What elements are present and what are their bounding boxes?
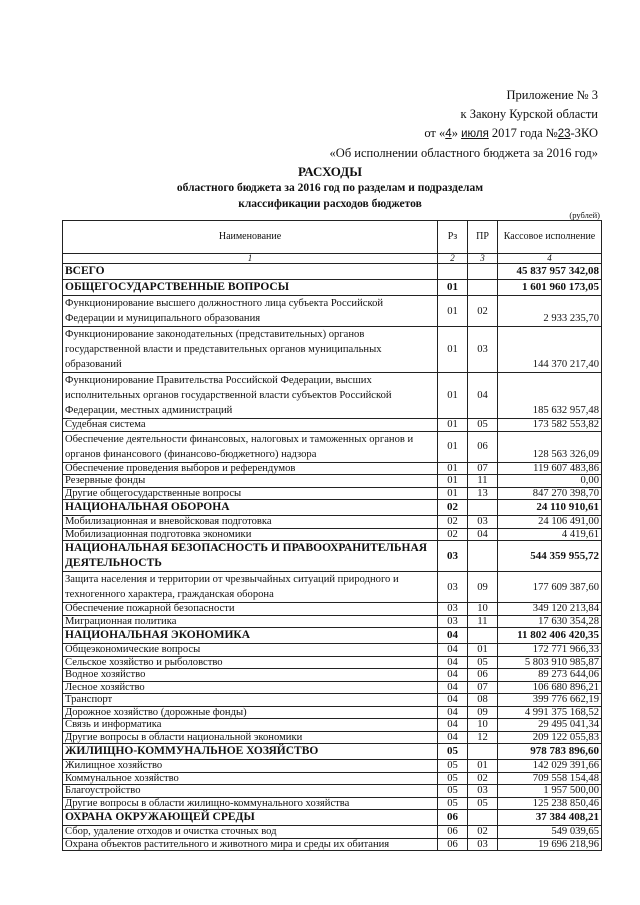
row-pr: 01 [468, 644, 498, 657]
row-value: 173 582 553,82 [498, 419, 602, 432]
row-value: 11 802 406 420,35 [498, 628, 602, 644]
row-rz: 03 [438, 603, 468, 616]
table-row [63, 462, 602, 475]
row-pr: 07 [468, 462, 498, 475]
row-rz: 04 [438, 681, 468, 694]
row-value: 45 837 957 342,08 [498, 264, 602, 280]
row-name: Резервные фонды [63, 475, 438, 488]
index-cell: 2 [438, 254, 468, 264]
row-value: 549 039,65 [498, 826, 602, 839]
row-rz: 01 [438, 475, 468, 488]
row-pr: 01 [468, 760, 498, 773]
row-name: ОХРАНА ОКРУЖАЮЩЕЙ СРЕДЫ [63, 810, 438, 826]
row-pr: 13 [468, 487, 498, 500]
index-cell: 4 [498, 254, 602, 264]
row-value: 144 370 217,40 [498, 327, 602, 373]
row-pr: 03 [468, 838, 498, 851]
row-value: 4 419,61 [498, 528, 602, 541]
col-name-header: Наименование [63, 221, 438, 254]
row-pr [468, 280, 498, 296]
row-name: Обеспечение проведения выборов и референдумов [63, 462, 438, 475]
col-rz-header: Рз [438, 221, 468, 254]
row-rz: 03 [438, 541, 468, 572]
table-row [63, 615, 602, 628]
row-rz: 02 [438, 516, 468, 529]
date-prefix: от « [424, 126, 446, 140]
row-name: Коммунальное хозяйство [63, 772, 438, 785]
row-pr: 12 [468, 731, 498, 744]
section-row [63, 280, 602, 296]
row-rz: 04 [438, 628, 468, 644]
table-row [63, 431, 602, 462]
col-value-header: Кассовое исполнение [498, 221, 602, 254]
table-row [63, 572, 602, 603]
table-row [63, 797, 602, 810]
table-row [63, 644, 602, 657]
row-pr [468, 541, 498, 572]
section-row [63, 500, 602, 516]
row-rz: 01 [438, 462, 468, 475]
row-name: НАЦИОНАЛЬНАЯ ОБОРОНА [63, 500, 438, 516]
row-pr: 09 [468, 572, 498, 603]
section-row [63, 541, 602, 572]
row-rz: 01 [438, 431, 468, 462]
row-value: 119 607 483,86 [498, 462, 602, 475]
appendix-number: Приложение № 3 [506, 88, 598, 102]
row-pr: 07 [468, 681, 498, 694]
row-name: ЖИЛИЩНО-КОММУНАЛЬНОЕ ХОЗЯЙСТВО [63, 744, 438, 760]
row-pr: 02 [468, 772, 498, 785]
row-rz: 06 [438, 838, 468, 851]
row-name: Миграционная политика [63, 615, 438, 628]
row-name: Мобилизационная подготовка экономики [63, 528, 438, 541]
row-name: Обеспечение деятельности финансовых, налоговых и таможенных органов и органов финансового (финансово-бюджетного) надзора [63, 431, 438, 462]
law-number: 23 [557, 128, 571, 140]
table-row [63, 772, 602, 785]
row-pr: 08 [468, 694, 498, 707]
row-name: Функционирование Правительства Российской Федерации, высших исполнительных органов государственной власти субъектов Российской Федерации, местных администраций [63, 373, 438, 419]
appendix-law: к Закону Курской области [460, 107, 598, 121]
table-row [63, 838, 602, 851]
row-rz: 05 [438, 760, 468, 773]
row-pr: 03 [468, 327, 498, 373]
row-value: 128 563 326,09 [498, 431, 602, 462]
row-pr: 11 [468, 475, 498, 488]
row-rz: 04 [438, 694, 468, 707]
row-name: Сельское хозяйство и рыболовство [63, 656, 438, 669]
row-rz: 01 [438, 373, 468, 419]
row-pr [468, 500, 498, 516]
table-row [63, 719, 602, 732]
row-rz: 05 [438, 744, 468, 760]
row-value: 544 359 955,72 [498, 541, 602, 572]
date-year: 2017 года № [491, 126, 558, 140]
row-rz: 02 [438, 500, 468, 516]
row-pr: 05 [468, 419, 498, 432]
row-pr: 04 [468, 528, 498, 541]
row-pr: 03 [468, 785, 498, 798]
table-row [63, 603, 602, 616]
row-rz: 01 [438, 280, 468, 296]
row-value: 0,00 [498, 475, 602, 488]
row-name: Другие вопросы в области жилищно-коммунального хозяйства [63, 797, 438, 810]
row-value: 1 957 500,00 [498, 785, 602, 798]
row-name: Водное хозяйство [63, 669, 438, 682]
row-pr: 06 [468, 431, 498, 462]
row-name: Другие вопросы в области национальной экономики [63, 731, 438, 744]
row-name: Мобилизационная и вневойсковая подготовка [63, 516, 438, 529]
row-name: Функционирование законодательных (представительных) органов государственной власти и представительных органов муниципальных образований [63, 327, 438, 373]
col-pr-header: ПР [468, 221, 498, 254]
row-pr: 05 [468, 656, 498, 669]
document-subtitle-2: классификации расходов бюджетов [238, 198, 422, 210]
row-rz: 01 [438, 327, 468, 373]
date-month: июля [461, 128, 489, 140]
table-row [63, 296, 602, 327]
row-value: 172 771 966,33 [498, 644, 602, 657]
table-row [63, 826, 602, 839]
units-label: (рублей) [569, 210, 600, 220]
row-pr [468, 264, 498, 280]
row-value: 177 609 387,60 [498, 572, 602, 603]
row-pr: 09 [468, 706, 498, 719]
row-rz: 02 [438, 528, 468, 541]
row-pr: 06 [468, 669, 498, 682]
row-rz: 04 [438, 669, 468, 682]
section-row [63, 628, 602, 644]
section-row [63, 264, 602, 280]
expenditure-table [62, 220, 602, 851]
row-value: 709 558 154,48 [498, 772, 602, 785]
row-value: 978 783 896,60 [498, 744, 602, 760]
row-value: 4 991 375 168,52 [498, 706, 602, 719]
table-row [63, 669, 602, 682]
table-row [63, 760, 602, 773]
document-subtitle-1: областного бюджета за 2016 год по разделам и подразделам [176, 182, 484, 194]
row-name: ОБЩЕГОСУДАРСТВЕННЫЕ ВОПРОСЫ [63, 280, 438, 296]
row-value: 2 933 235,70 [498, 296, 602, 327]
row-name: Дорожное хозяйство (дорожные фонды) [63, 706, 438, 719]
row-pr: 04 [468, 373, 498, 419]
row-pr: 02 [468, 826, 498, 839]
table-row [63, 327, 602, 373]
table-row [63, 475, 602, 488]
row-name: Другие общегосударственные вопросы [63, 487, 438, 500]
row-pr [468, 628, 498, 644]
index-cell: 1 [63, 254, 438, 264]
row-value: 349 120 213,84 [498, 603, 602, 616]
row-value: 106 680 896,21 [498, 681, 602, 694]
table-row [63, 528, 602, 541]
row-pr: 02 [468, 296, 498, 327]
row-value: 19 696 218,96 [498, 838, 602, 851]
row-name: Обеспечение пожарной безопасности [63, 603, 438, 616]
row-name: Сбор, удаление отходов и очистка сточных вод [63, 826, 438, 839]
row-rz [438, 264, 468, 280]
row-value: 24 110 910,61 [498, 500, 602, 516]
row-value: 5 803 910 985,87 [498, 656, 602, 669]
row-rz: 06 [438, 826, 468, 839]
table-index-row [63, 254, 602, 264]
row-value: 847 270 398,70 [498, 487, 602, 500]
row-rz: 05 [438, 797, 468, 810]
document-title: РАСХОДЫ [298, 164, 362, 179]
row-value: 142 029 391,66 [498, 760, 602, 773]
row-name: НАЦИОНАЛЬНАЯ ЭКОНОМИКА [63, 628, 438, 644]
row-name: НАЦИОНАЛЬНАЯ БЕЗОПАСНОСТЬ И ПРАВООХРАНИТЕЛЬНАЯ ДЕЯТЕЛЬНОСТЬ [63, 541, 438, 572]
row-name: Общеэкономические вопросы [63, 644, 438, 657]
row-name: Охрана объектов растительного и животного мира и среды их обитания [63, 838, 438, 851]
row-name: ВСЕГО [63, 264, 438, 280]
row-value: 399 776 662,19 [498, 694, 602, 707]
row-value: 17 630 354,28 [498, 615, 602, 628]
row-name: Функционирование высшего должностного лица субъекта Российской Федерации и муниципального образования [63, 296, 438, 327]
row-rz: 01 [438, 487, 468, 500]
row-name: Жилищное хозяйство [63, 760, 438, 773]
row-rz: 05 [438, 772, 468, 785]
row-rz: 01 [438, 296, 468, 327]
row-rz: 01 [438, 419, 468, 432]
appendix-law-title: «Об исполнении областного бюджета за 2016 год» [329, 146, 598, 160]
date-day: 4 [445, 128, 452, 140]
appendix-date [330, 124, 598, 144]
row-value: 29 495 041,34 [498, 719, 602, 732]
table-row [63, 785, 602, 798]
law-suffix: -ЗКО [570, 126, 598, 140]
row-rz: 05 [438, 785, 468, 798]
row-value: 185 632 957,48 [498, 373, 602, 419]
row-value: 24 106 491,00 [498, 516, 602, 529]
row-rz: 04 [438, 644, 468, 657]
table-row [63, 694, 602, 707]
row-pr [468, 744, 498, 760]
row-pr: 11 [468, 615, 498, 628]
row-value: 209 122 055,83 [498, 731, 602, 744]
table-row [63, 706, 602, 719]
row-name: Защита населения и территории от чрезвычайных ситуаций природного и техногенного характера, гражданская оборона [63, 572, 438, 603]
index-cell: 3 [468, 254, 498, 264]
table-header-row [63, 221, 602, 254]
table-row [63, 487, 602, 500]
row-rz: 03 [438, 615, 468, 628]
table-row [63, 731, 602, 744]
row-rz: 04 [438, 719, 468, 732]
table-row [63, 681, 602, 694]
row-value: 1 601 960 173,05 [498, 280, 602, 296]
table-row [63, 373, 602, 419]
row-rz: 04 [438, 656, 468, 669]
row-pr: 10 [468, 603, 498, 616]
row-name: Судебная система [63, 419, 438, 432]
row-name: Лесное хозяйство [63, 681, 438, 694]
section-row [63, 744, 602, 760]
row-name: Благоустройство [63, 785, 438, 798]
table-row [63, 516, 602, 529]
row-value: 37 384 408,21 [498, 810, 602, 826]
table-row [63, 656, 602, 669]
table-row [63, 419, 602, 432]
appendix-header [330, 86, 598, 163]
row-pr [468, 810, 498, 826]
date-mid: » [451, 126, 458, 140]
row-rz: 04 [438, 731, 468, 744]
row-value: 89 273 644,06 [498, 669, 602, 682]
row-pr: 05 [468, 797, 498, 810]
row-rz: 04 [438, 706, 468, 719]
row-name: Транспорт [63, 694, 438, 707]
row-pr: 03 [468, 516, 498, 529]
row-rz: 06 [438, 810, 468, 826]
row-pr: 10 [468, 719, 498, 732]
row-name: Связь и информатика [63, 719, 438, 732]
section-row [63, 810, 602, 826]
row-rz: 03 [438, 572, 468, 603]
row-value: 125 238 850,46 [498, 797, 602, 810]
